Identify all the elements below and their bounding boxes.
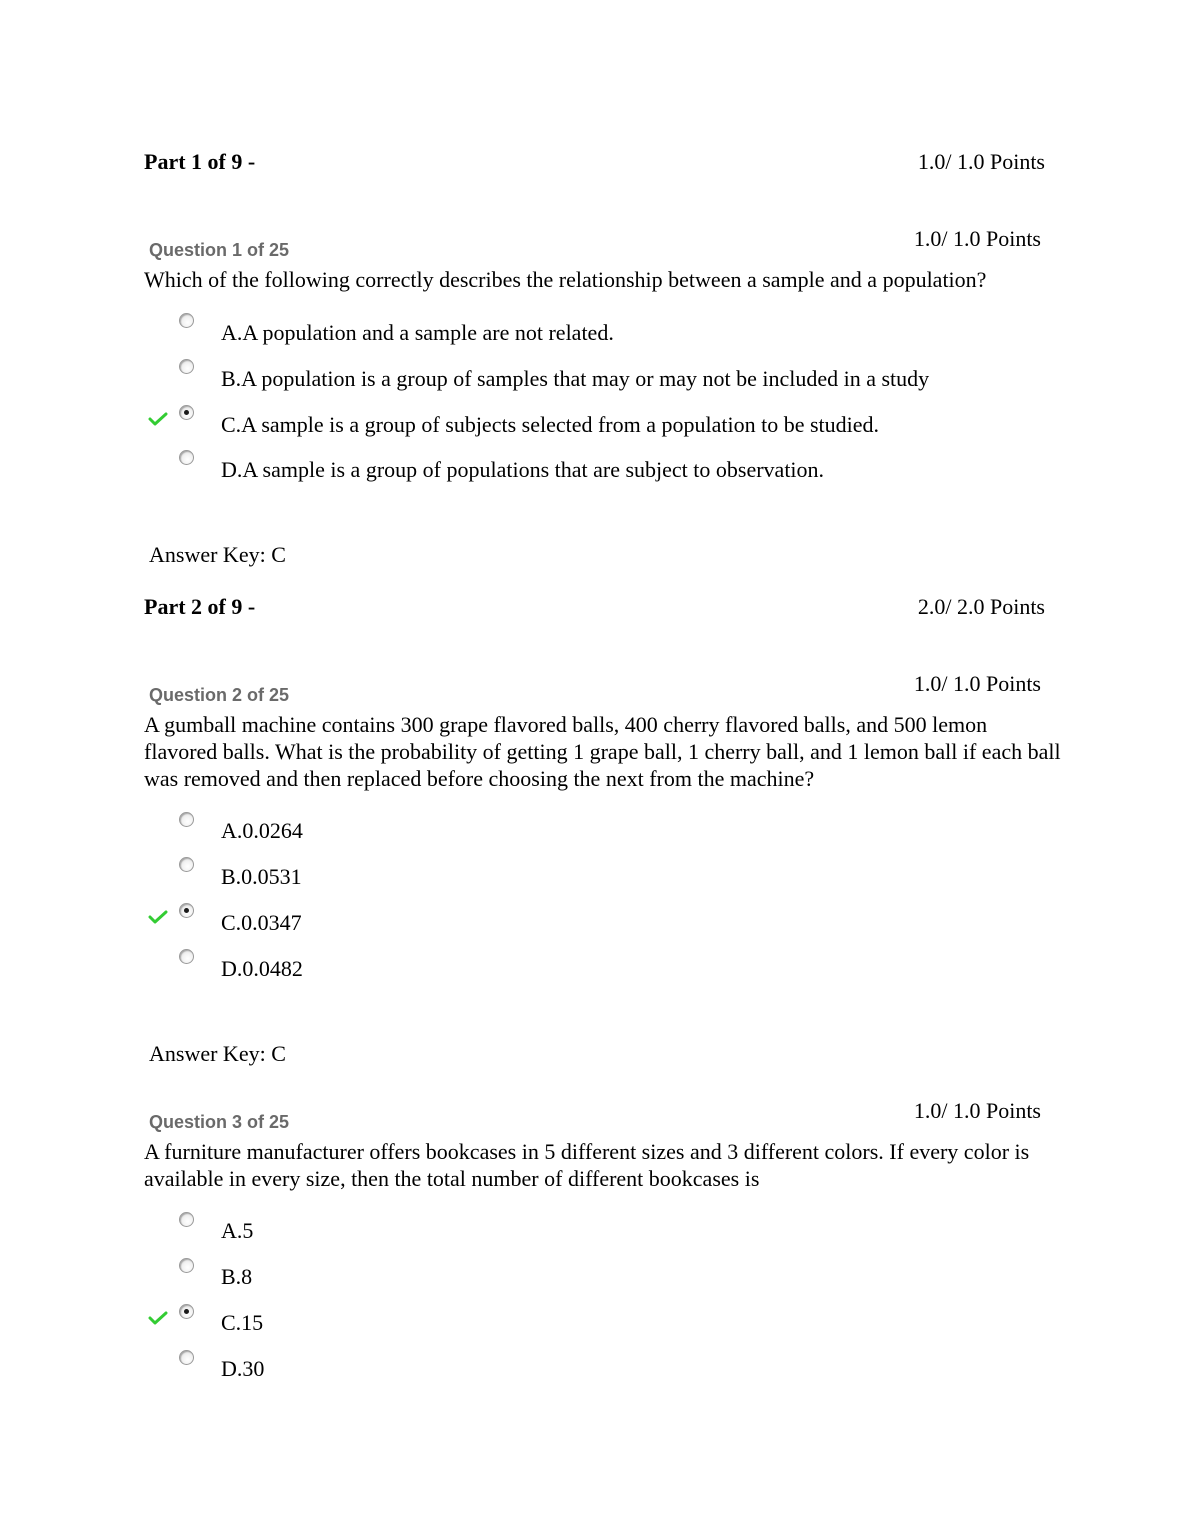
question-1-text: Which of the following correctly describes the relationship between a sample and a population?: [144, 267, 987, 292]
question-1-option-d-radio[interactable]: [179, 450, 194, 465]
question-2-option-a: A.0.0264: [221, 818, 303, 843]
question-1-option-b-radio[interactable]: [179, 359, 194, 374]
question-3-option-a: A.5: [221, 1218, 254, 1243]
correct-checkmark-icon: [148, 1310, 168, 1326]
question-1-option-a: A.A population and a sample are not related.: [221, 320, 614, 345]
question-2-option-c: C.0.0347: [221, 910, 302, 935]
question-2-answer-key: Answer Key: C: [149, 1041, 286, 1066]
correct-checkmark-icon: [148, 411, 168, 427]
part-1-points: 1.0/ 1.0 Points: [917, 149, 1045, 174]
question-2-option-c-radio[interactable]: [179, 903, 194, 918]
question-3-option-a-radio[interactable]: [179, 1212, 194, 1227]
question-3-option-b-radio[interactable]: [179, 1258, 194, 1273]
question-2-points: 1.0/ 1.0 Points: [913, 671, 1041, 696]
question-1-option-c-radio[interactable]: [179, 405, 194, 420]
question-1-label: Question 1 of 25: [149, 240, 290, 260]
question-2-text: A gumball machine contains 300 grape flavored balls, 400 cherry flavored balls, and 500 lemon flavored balls. What is the probability of getting 1 grape ball, 1 cherry ball, and 1 lemon ball if each ball was removed and then replaced before choosing the next from the machine?: [144, 712, 1061, 791]
part-2-points: 2.0/ 2.0 Points: [917, 594, 1045, 619]
part-2-title: Part 2 of 9 -: [144, 594, 256, 619]
question-2-option-b-radio[interactable]: [179, 857, 194, 872]
question-3-option-d-radio[interactable]: [179, 1350, 194, 1365]
question-1-answer-key: Answer Key: C: [149, 542, 286, 567]
question-1-option-c: C.A sample is a group of subjects selected from a population to be studied.: [221, 412, 880, 437]
question-1-option-a-radio[interactable]: [179, 313, 194, 328]
question-3-points: 1.0/ 1.0 Points: [913, 1098, 1041, 1123]
question-3-option-b: B.8: [221, 1264, 253, 1289]
correct-checkmark-icon: [148, 909, 168, 925]
part-1-title: Part 1 of 9 -: [144, 149, 256, 174]
question-1-option-b: B.A population is a group of samples that may or may not be included in a study: [221, 366, 930, 391]
question-2-option-a-radio[interactable]: [179, 812, 194, 827]
question-2-label: Question 2 of 25: [149, 685, 290, 705]
question-2-option-d-radio[interactable]: [179, 949, 194, 964]
question-3-text: A furniture manufacturer offers bookcases in 5 different sizes and 3 different colors. If every color is available in every size, then the total number of different bookcases is: [144, 1139, 1030, 1191]
question-3-option-c-radio[interactable]: [179, 1304, 194, 1319]
question-1-points: 1.0/ 1.0 Points: [913, 226, 1041, 251]
question-2-option-d: D.0.0482: [221, 956, 303, 981]
question-1-option-d: D.A sample is a group of populations that are subject to observation.: [221, 457, 825, 482]
question-3-option-d: D.30: [221, 1356, 265, 1381]
question-3-label: Question 3 of 25: [149, 1112, 290, 1132]
question-3-option-c: C.15: [221, 1310, 264, 1335]
question-2-option-b: B.0.0531: [221, 864, 302, 889]
